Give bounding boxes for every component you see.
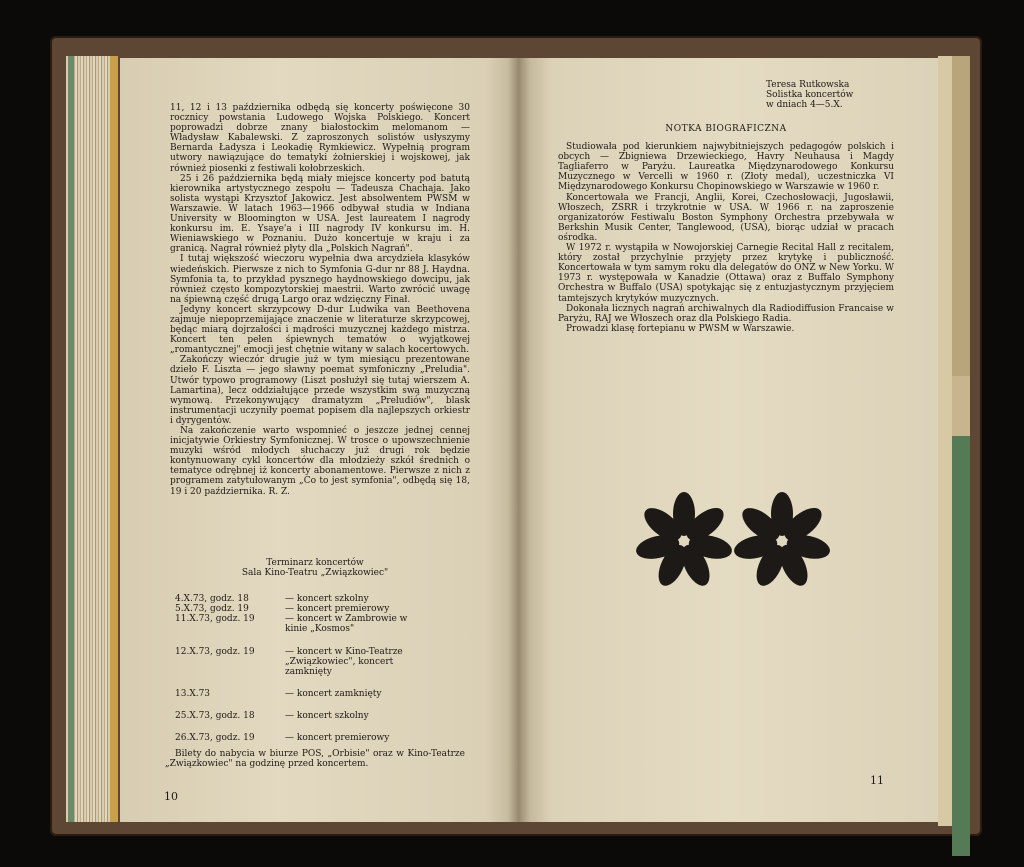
schedule-event: — koncert szkolny <box>285 710 369 721</box>
soloist-name: Teresa Rutkowska <box>766 80 850 90</box>
schedule-event: — koncert premierowy <box>285 604 390 615</box>
page-stack <box>938 56 952 826</box>
schedule-venue: Sala Kino-Teatru „Związkowiec" <box>241 568 389 579</box>
bio-paragraph: W 1972 r. wystąpiła w Nowojorskiej Carnegie Recital Hall z recitalem, który został przychylnie przyjęty przez krytykę i publiczność. Koncertowała w tym samym roku dla delegatów do ONZ w New Yorku. W 1973 r. występowała w Kanadzie (Ottawa) oraz z Buffalo Symphony Orchestra w Buffalo (USA) spotykając się z entuzjastycznym przyjęciem tamtejszych krytyków muzycznych. <box>558 243 894 304</box>
schedule-row <box>165 689 465 699</box>
soloist-role: Solistka koncertów <box>766 90 854 100</box>
bio-paragraph: Studiowała pod kierunkiem najwybitniejszych pedagogów polskich i obcych — Zbigniewa Drzewieckiego, Havry Neuhausa i Magdy Tagliaferro w Paryżu. Laureatka Międzynarodowego Konkursu Muzycznego w Vercelli w 1960 r. (Złoty medal), uczestniczka VI Międzynarodowego Konkursu Chopinowskiego w Warszawie w 1960 r. <box>558 142 894 193</box>
schedule-date: 5.X.73, godz. 19 <box>175 604 249 615</box>
schedule-row <box>165 647 465 677</box>
schedule-event: — koncert zamknięty <box>285 688 382 699</box>
schedule-date: 13.X.73 <box>175 688 211 699</box>
schedule-row <box>165 604 465 614</box>
left-article <box>170 103 470 497</box>
bio-paragraph: Koncertowała we Francji, Anglii, Korei, Czechosłowacji, Jugosławii, Włoszech, ZSRR i trzykrotnie w USA. W 1966 r. na zaproszenie organizatorów Festiwalu Boston Symphony Orchestra przebywała w Berkshin Musik Center, Tanglewood, (USA), biorąc udział w pracach ośrodka. <box>558 192 894 243</box>
schedule-event: — koncert w Kino-Teatrze „Związkowiec", koncert zamknięty <box>285 646 403 677</box>
page-edges-right <box>938 56 970 826</box>
article-paragraph: 11, 12 i 13 października odbędą się koncerty poświęcone 30 rocznicy powstania Ludowego Wojska Polskiego. Koncert poprowadzi dobrze znany białostockim melomanom — Władysław Kabalewski. Z zaproszonych solistów usłyszymy Bernarda Ładysza i Leokadię Rymkiewicz. Wypełnią program utwory nawiązujące do tematyki żołnierskiej i wojskowej, jak również piosenki z festiwali kołobrzeskich. <box>170 103 470 174</box>
flower-ornament-icon <box>636 491 832 591</box>
right-article <box>558 80 894 334</box>
schedule-date: 4.X.73, godz. 18 <box>175 594 249 605</box>
schedule-row <box>165 711 465 721</box>
article-paragraph: 25 i 26 października będą miały miejsce koncerty pod batutą kierownika artystycznego zespołu — Tadeusza Chachaja. Jako solista wystąpi Krzysztof Jakowicz. Jest absolwentem PWSM w Warszawie. W latach 1963—1966 odbywał studia w Indiana University w Bloomington w USA. Jest laureatem I nagrody konkursu im. E. Ysaye'a i III nagrody IV konkursu im. H. Wieniawskiego w Poznaniu. Dużo koncertuje w kraju i za granicą. Nagrał również płyty dla „Polskich Nagrań". <box>170 173 470 255</box>
flower-icon <box>732 492 832 590</box>
schedule-row <box>165 614 465 634</box>
cover-strip-upper <box>952 56 970 376</box>
article-paragraph: Zakończy wieczór drugie już w tym miesiącu prezentowane dzieło F. Liszta — jego sławny poemat symfoniczny „Preludia". Utwór typowo programowy (Liszt posłużył się tutaj wierszem A. Lamartina), lecz oddziałujące przede wszystkim swą muzyczną wymową. Przekonywujący dramatyzm „Preludiów", blask instrumentacji uczyniły poemat popisem dla najlepszych orkiestr i dyrygentów. <box>170 355 470 426</box>
left-page <box>120 58 518 822</box>
schedule-event: — koncert w Zambrowie w kinie „Kosmos" <box>285 614 408 635</box>
schedule-heading: Terminarz koncertów <box>266 558 364 568</box>
page-band <box>110 56 118 822</box>
soloist-dates: w dniach 4—5.X. <box>766 100 843 110</box>
ticket-info: Bilety do nabycia w biurze POS, „Orbisie" oraz w Kino-Teatrze „Związkowiec" na godzinę przed koncertem. <box>165 749 465 770</box>
bio-paragraph: Dokonała licznych nagrań archiwalnych dla Radiodiffusion Francaise w Paryżu, RAJ we Włoszech oraz dla Polskiego Radia. <box>558 303 894 324</box>
article-paragraph: I tutaj większość wieczoru wypełnia dwa arcydzieła klasyków wiedeńskich. Pierwsze z nich to Symfonia G-dur nr 88 J. Haydna. Symfonia ta, to przykład pysznego haydnowskiego dowcipu, jak również często kompozytorskiej maestrii. Warto zwrócić uwagę na śpiewną część drugą Largo oraz wdzięczny Finał. <box>170 254 470 305</box>
schedule-date: 25.X.73, godz. 18 <box>175 710 255 721</box>
right-page <box>518 58 938 822</box>
concert-schedule <box>165 558 465 769</box>
schedule-date: 11.X.73, godz. 19 <box>175 614 255 625</box>
schedule-date: 26.X.73, godz. 19 <box>175 733 255 744</box>
section-title: NOTKA BIOGRAFICZNA <box>665 124 787 134</box>
book-gutter <box>508 58 530 822</box>
flower-icon <box>636 492 734 590</box>
cover-band <box>68 56 74 822</box>
article-paragraph: Jedyny koncert skrzypcowy D-dur Ludwika van Beethovena zajmuje niepoprzemijające znaczenie w literaturze skrzypcowej, będąc miarą dojrzałości i mądrości muzycznej każdego mistrza. Koncert ten pełen śpiewnych tematów o wyjątkowej „romantycznej" emocji jest chętnie witany w salach kocertowych. <box>170 304 470 356</box>
schedule-date: 12.X.73, godz. 19 <box>175 646 255 657</box>
schedule-event: — koncert szkolny <box>285 594 369 605</box>
page-number: 11 <box>870 774 884 787</box>
bio-paragraph: Prowadzi klasę fortepianu w PWSM w Warszawie. <box>566 323 795 334</box>
schedule-row <box>165 594 465 604</box>
cover-strip-lower <box>952 436 970 856</box>
article-paragraph: Na zakończenie warto wspomnieć o jeszcze jednej cennej inicjatywie Orkiestry Symfonicznej. W trosce o upowszechnienie muzyki wśród młodych słuchaczy już drugi rok będzie kontynuowany cykl koncertów dla młodzieży szkół średnich o tematyce odrębnej iż koncerty abonamentowe. Pierwsze z nich z programem zatytułowanym „Co to jest symfonia", odbędą się 18, 19 i 20 października. R. Z. <box>170 426 470 497</box>
schedule-row <box>165 733 465 743</box>
soloist-header <box>766 80 894 110</box>
page-edges-left <box>66 56 118 822</box>
schedule-event: — koncert premierowy <box>285 733 390 744</box>
page-number: 10 <box>164 790 178 803</box>
